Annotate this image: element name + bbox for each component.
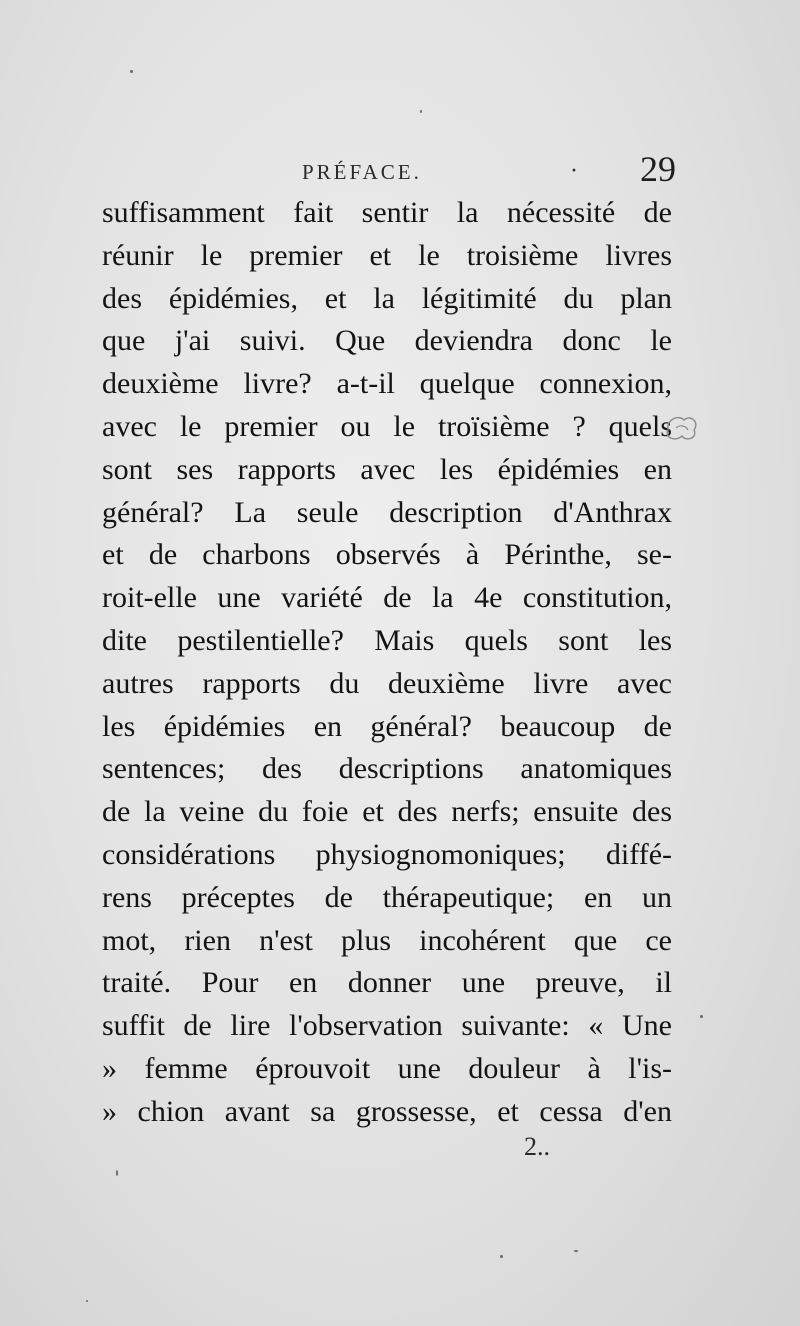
page-number: 29 [640, 149, 676, 189]
running-head: PRÉFACE. [302, 160, 422, 184]
text-line: les épidémies en général? beaucoup de [102, 709, 672, 743]
scan-speck [700, 1015, 703, 1018]
header-dot: · [570, 158, 578, 184]
text-line: suffisamment fait sentir la nécessité de [102, 196, 672, 229]
text-line: suffit de lire l'observation suivante: « Une [102, 1009, 672, 1043]
text-line: sentences; des descriptions anatomiques [102, 752, 672, 786]
text-line: général? La seule description d'Anthrax [102, 495, 672, 529]
signature-mark: 2.. [524, 1132, 550, 1161]
scan-speck [86, 1300, 88, 1302]
text-line: que j'ai suivi. Que deviendra donc le [102, 324, 672, 358]
text-line: et de charbons observés à Périnthe, se- [102, 538, 672, 572]
text-line: traité. Pour en donner une preuve, il [102, 966, 672, 1000]
text-line: » femme éprouvoit une douleur à l'is- [102, 1051, 672, 1085]
text-line: roit-elle une variété de la 4e constitution, [102, 581, 672, 615]
text-line: deuxième livre? a-t-il quelque connexion, [102, 367, 672, 401]
text-line: sont ses rapports avec les épidémies en [102, 452, 672, 486]
text-line: avec le premier ou le troïsième ? quels [102, 409, 672, 443]
text-line: autres rapports du deuxième livre avec [102, 666, 672, 700]
text-line: rens préceptes de thérapeutique; en un [102, 880, 672, 914]
scan-speck [130, 70, 133, 73]
scan-speck [574, 1250, 578, 1252]
scan-speck [116, 1170, 118, 1176]
page-header [100, 146, 676, 190]
scan-speck [420, 110, 422, 113]
text-line: de la veine du foie et des nerfs; ensuite des [102, 795, 672, 829]
text-line: considérations physiognomoniques; diffé- [102, 837, 672, 871]
text-line: dite pestilentielle? Mais quels sont les [102, 623, 672, 657]
text-line: des épidémies, et la légitimité du plan [102, 281, 672, 315]
text-line: réunir le premier et le troisième livres [102, 238, 672, 272]
text-line: » chion avant sa grossesse, et cessa d'en [102, 1094, 672, 1128]
text-line: mot, rien n'est plus incohérent que ce [102, 923, 672, 957]
scan-speck [500, 1255, 503, 1258]
margin-stamp-mark [662, 410, 702, 446]
body-text [102, 192, 672, 1134]
